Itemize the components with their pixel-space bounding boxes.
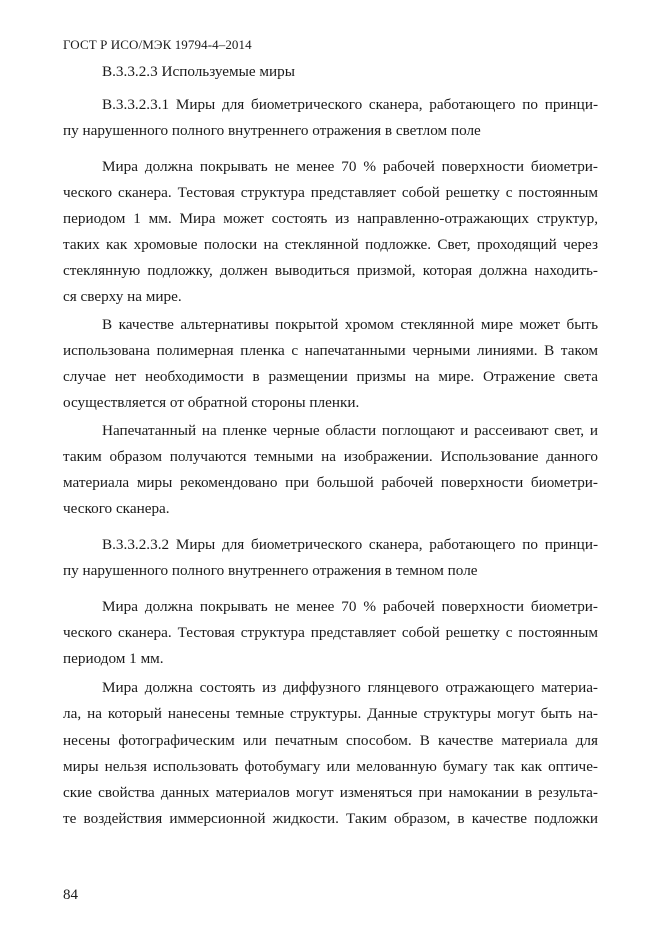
paragraph-line: те воздействия иммерсионной жидкости. Таким образом, в качестве подложки <box>63 810 598 827</box>
page-number: 84 <box>63 887 78 903</box>
subsection-heading-1-cont: пу нарушенного полного внутреннего отражения в светлом поле <box>63 122 481 139</box>
paragraph-line: ские свойства данных материалов могут изменяться при намокании в результа- <box>63 784 598 801</box>
subsection-heading-1: В.3.3.2.3.1 Миры для биометрического сканера, работающего по принци- <box>102 96 598 113</box>
paragraph-line: ческого сканера. <box>63 500 170 517</box>
paragraph-line: стеклянную подложку, должен выводиться призмой, которая должна находить- <box>63 262 598 279</box>
paragraph-line: осуществляется от обратной стороны пленки. <box>63 394 360 411</box>
subsection-heading-2: В.3.3.2.3.2 Миры для биометрического сканера, работающего по принци- <box>102 536 598 553</box>
paragraph-line: ческого сканера. Тестовая структура представляет собой решетку с постоянным <box>63 624 598 641</box>
paragraph-line: Мира должна покрывать не менее 70 % рабочей поверхности биометри- <box>102 158 598 175</box>
subsection-heading-2-cont: пу нарушенного полного внутреннего отражения в темном поле <box>63 562 478 579</box>
paragraph-line: таких как хромовые полоски на стеклянной подложке. Свет, проходящий через <box>63 236 598 253</box>
paragraph-line: ся сверху на мире. <box>63 288 182 305</box>
paragraph-line: периодом 1 мм. Мира может состоять из направленно-отражающих структур, <box>63 210 598 227</box>
paragraph-line: Мира должна состоять из диффузного глянцевого отражающего материа- <box>102 679 598 696</box>
paragraph-line: Напечатанный на пленке черные области поглощают и рассеивают свет, и <box>102 422 598 439</box>
paragraph-line: использована полимерная пленка с напечатанными черными линиями. В таком <box>63 342 598 359</box>
paragraph-line: случае нет необходимости в размещении призмы на мире. Отражение света <box>63 368 598 385</box>
standard-header: ГОСТ Р ИСО/МЭК 19794-4–2014 <box>63 37 252 52</box>
paragraph-line: несены фотографическим или печатным способом. В качестве материала для <box>63 732 598 749</box>
paragraph-line: миры нельзя использовать фотобумагу или мелованную бумагу так как оптиче- <box>63 758 598 775</box>
section-title: В.3.3.2.3 Используемые миры <box>102 63 295 80</box>
paragraph-line: ческого сканера. Тестовая структура представляет собой решетку с постоянным <box>63 184 598 201</box>
paragraph-line: ла, на который нанесены темные структуры. Данные структуры могут быть на- <box>63 705 598 722</box>
paragraph-line: таким образом получаются темными на изображении. Использование данного <box>63 448 598 465</box>
paragraph-line: периодом 1 мм. <box>63 650 164 667</box>
paragraph-line: В качестве альтернативы покрытой хромом стеклянной мире может быть <box>102 316 598 333</box>
paragraph-line: материала миры рекомендовано при большой рабочей поверхности биометри- <box>63 474 598 491</box>
paragraph-line: Мира должна покрывать не менее 70 % рабочей поверхности биометри- <box>102 598 598 615</box>
